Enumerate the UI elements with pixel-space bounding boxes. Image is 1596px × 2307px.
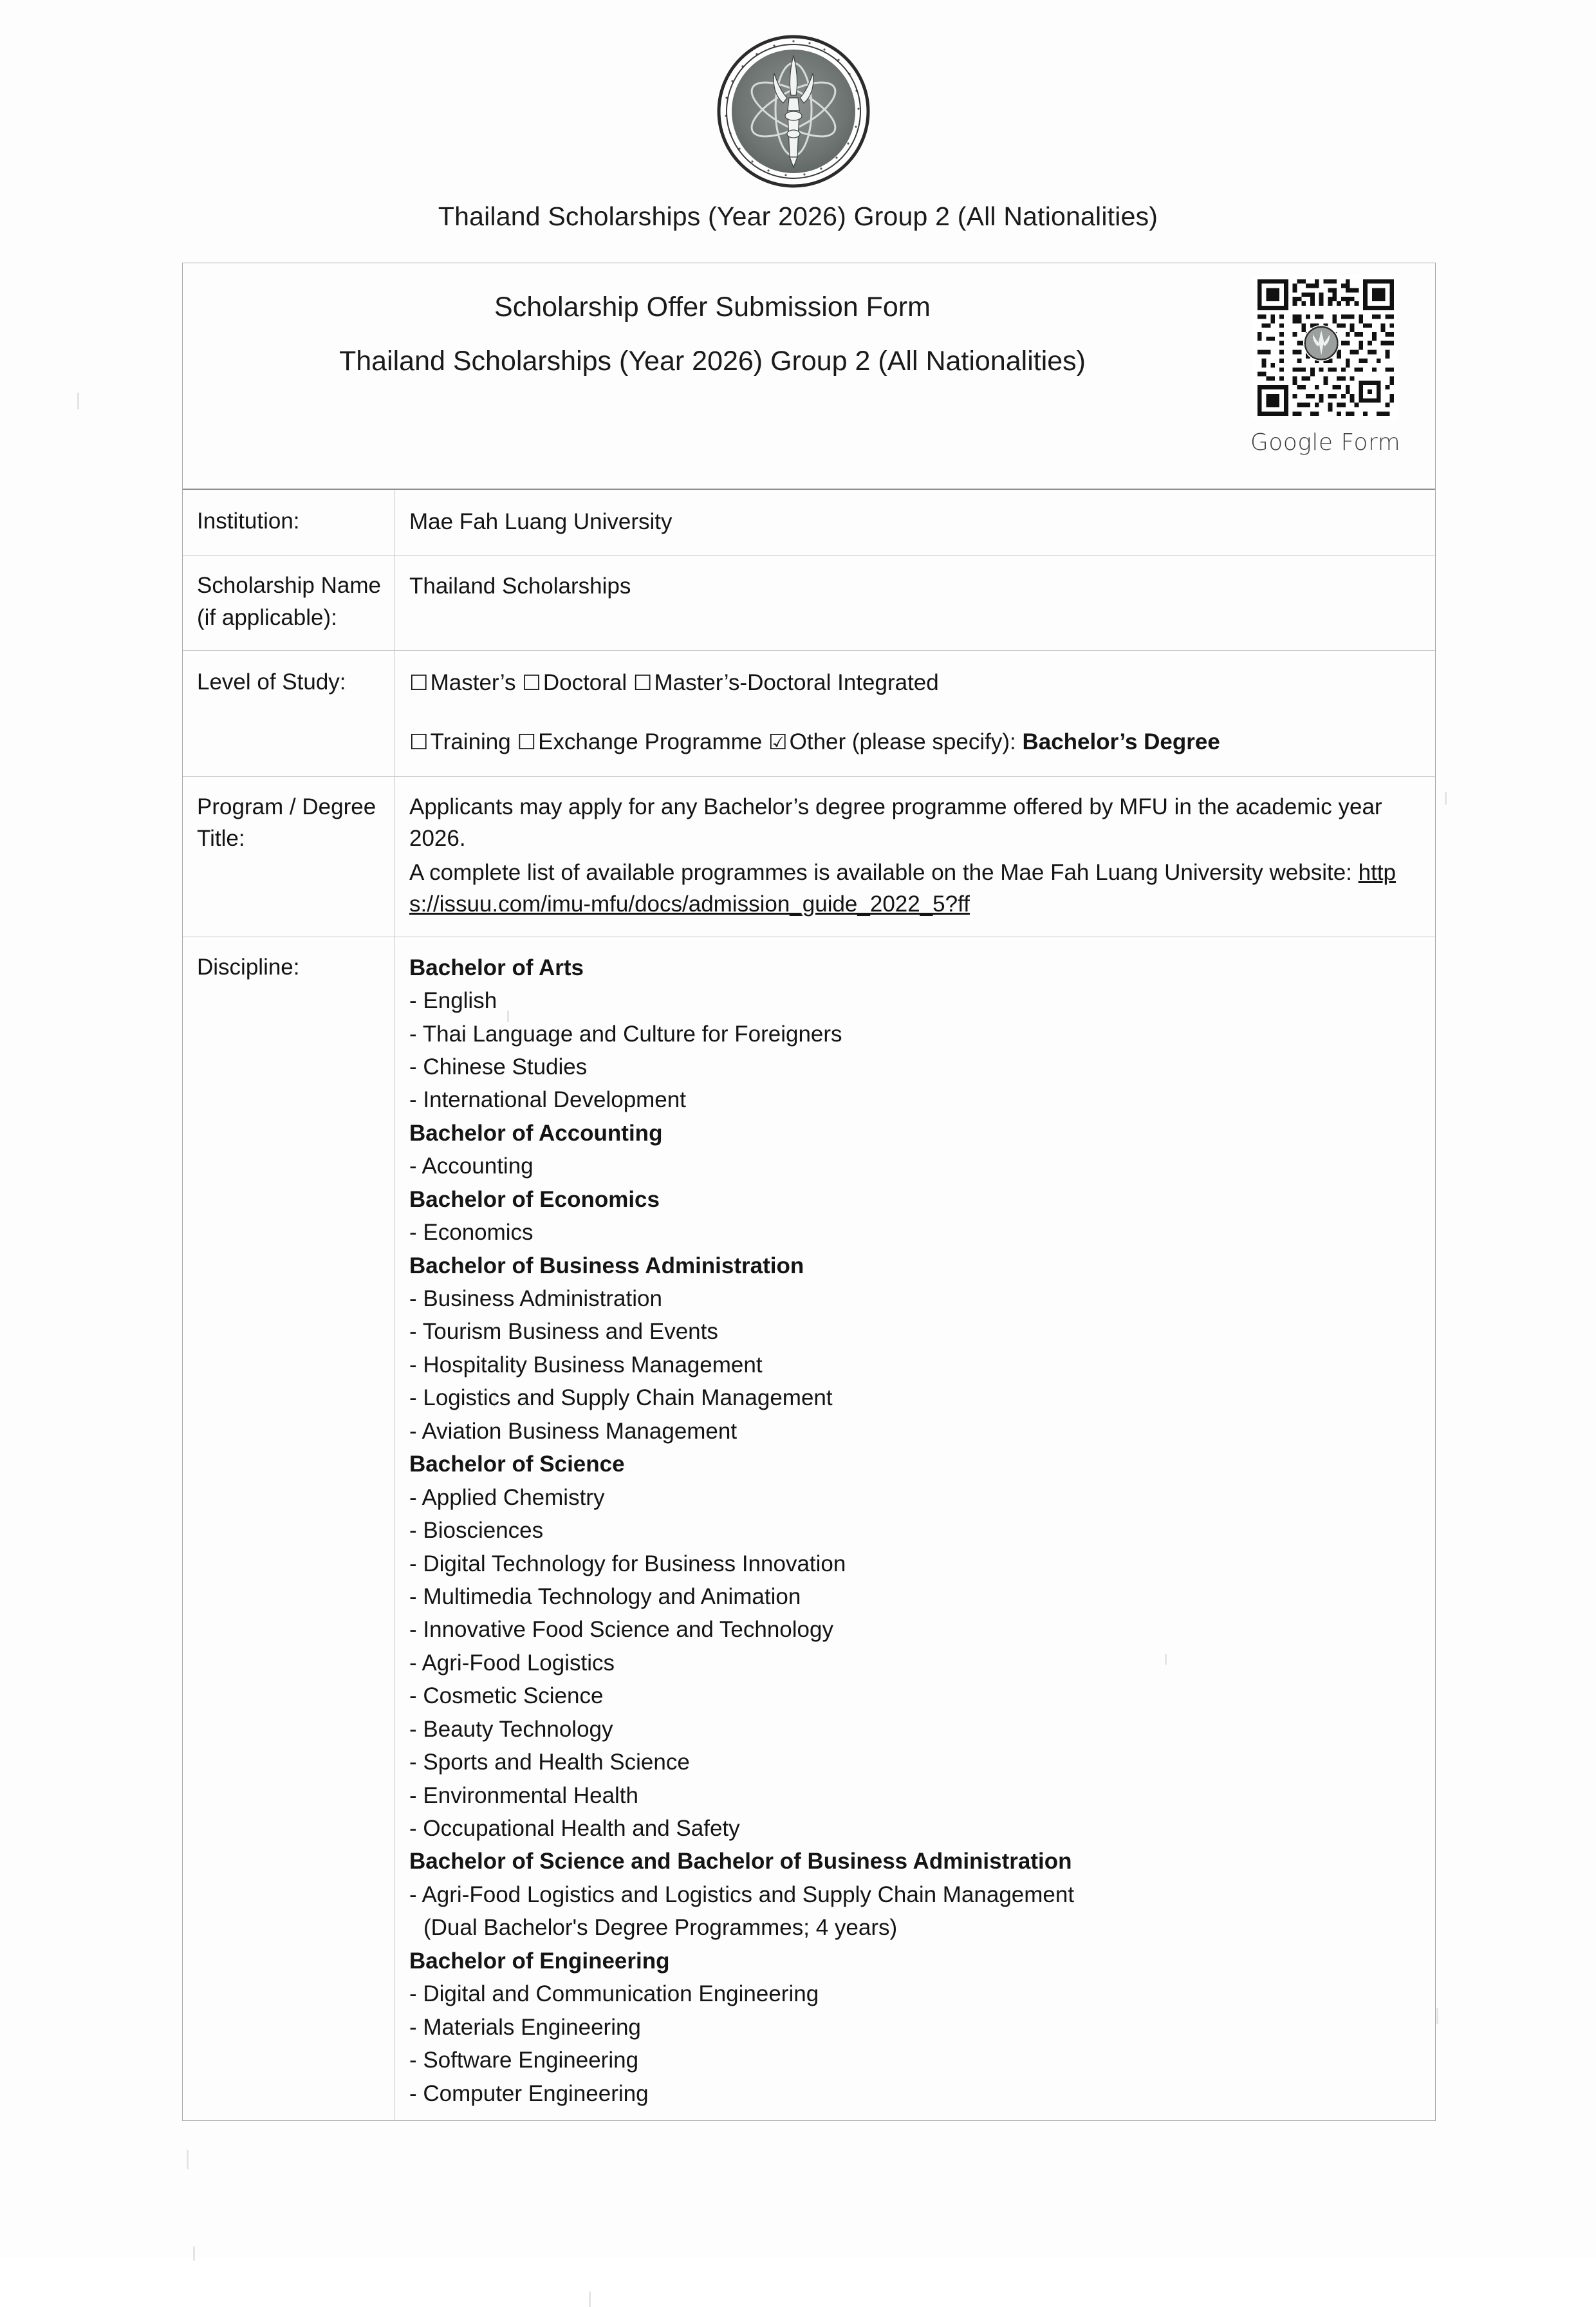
scan-artifact xyxy=(1445,792,1447,805)
checkbox-other-checked[interactable]: ☑ xyxy=(768,729,788,754)
checkbox-label-doctoral: Doctoral xyxy=(543,670,627,696)
discipline-list-item: - Chinese Studies xyxy=(409,1054,588,1079)
qr-code-caption: Google Form xyxy=(1250,429,1401,456)
discipline-list-item: - Accounting xyxy=(409,1154,534,1179)
checkbox-label-other: Other (please specify): xyxy=(789,729,1016,754)
checkbox-label-masters-doctoral-integrated: Master’s-Doctoral Integrated xyxy=(654,670,939,696)
discipline-group-heading: Bachelor of Engineering xyxy=(409,1948,670,1974)
form-title: Scholarship Offer Submission Form xyxy=(494,292,931,322)
discipline-list-item: - Innovative Food Science and Technology xyxy=(409,1617,833,1643)
checkbox-training[interactable]: ☐ xyxy=(409,729,429,754)
form-header xyxy=(183,263,1435,490)
discipline-list-item: - Thai Language and Culture for Foreigners xyxy=(409,1021,842,1047)
discipline-list-item: - Occupational Health and Safety xyxy=(409,1816,740,1842)
scholarship-name-value: Thailand Scholarships xyxy=(409,574,631,599)
discipline-list-item: - Agri-Food Logistics xyxy=(409,1650,615,1676)
scan-artifact xyxy=(589,2292,591,2307)
scholarship-name-label: Scholarship Name (if applicable): xyxy=(183,556,395,650)
discipline-group-heading: Bachelor of Business Administration xyxy=(409,1253,804,1278)
scan-artifact xyxy=(187,2150,189,2169)
checkbox-doctoral[interactable]: ☐ xyxy=(522,670,541,696)
discipline-list-item: - Logistics and Supply Chain Management xyxy=(409,1385,833,1411)
checkbox-label-training: Training xyxy=(430,729,511,754)
discipline-group-heading: Bachelor of Arts xyxy=(409,955,584,980)
discipline-list-item: - International Development xyxy=(409,1087,686,1113)
qr-code-icon[interactable] xyxy=(1253,275,1398,420)
table-row xyxy=(183,556,1435,651)
discipline-list-item: - Materials Engineering xyxy=(409,2014,641,2040)
program-degree-title-label: Program / Degree Title: xyxy=(183,777,395,937)
level-options-line-1 xyxy=(409,666,1416,699)
scholarship-offer-form-table xyxy=(182,263,1436,2121)
checkbox-masters[interactable]: ☐ xyxy=(409,670,429,696)
program-paragraph-2 xyxy=(409,857,1416,920)
discipline-list-item: - Sports and Health Science xyxy=(409,1750,690,1775)
institution-label: Institution: xyxy=(183,490,395,555)
discipline-list-item: - Software Engineering xyxy=(409,2048,639,2073)
discipline-list-item: - Beauty Technology xyxy=(409,1716,613,1742)
discipline-list-item: - Digital and Communication Engineering xyxy=(409,1981,819,2007)
discipline-list-item: - Cosmetic Science xyxy=(409,1683,604,1709)
discipline-group-heading: Bachelor of Science and Bachelor of Business Administration xyxy=(409,1849,1072,1874)
scan-artifact xyxy=(1436,2008,1438,2024)
program-degree-title-value xyxy=(395,777,1435,937)
discipline-value xyxy=(395,937,1435,2120)
discipline-list-item: - Tourism Business and Events xyxy=(409,1319,718,1345)
discipline-list-item: - Environmental Health xyxy=(409,1782,638,1808)
level-options-line-2 xyxy=(409,725,1416,758)
discipline-group-heading: Bachelor of Accounting xyxy=(409,1120,663,1146)
discipline-list-item: (Dual Bachelor's Degree Programmes; 4 years) xyxy=(423,1915,898,1941)
discipline-group-heading: Bachelor of Economics xyxy=(409,1186,660,1212)
form-program-title: Thailand Scholarships (Year 2026) Group 2 (All Nationalities) xyxy=(339,346,1086,377)
scan-artifact xyxy=(193,2246,195,2261)
discipline-list-item: - Hospitality Business Management xyxy=(409,1352,763,1378)
page-title: Thailand Scholarships (Year 2026) Group 2 (All Nationalities) xyxy=(438,201,1158,231)
scan-artifact xyxy=(77,393,79,409)
table-row xyxy=(183,651,1435,776)
discipline-list-item: - Computer Engineering xyxy=(409,2080,649,2106)
discipline-list-item: - Agri-Food Logistics and Logistics and Supply Chain Management xyxy=(409,1882,1075,1907)
discipline-list-item: - Biosciences xyxy=(409,1518,544,1544)
discipline-group-heading: Bachelor of Science xyxy=(409,1452,625,1477)
program-paragraph-1: Applicants may apply for any Bachelor’s degree programme offered by MFU in the academic year 2026. xyxy=(409,794,1382,851)
discipline-list-item: - Business Administration xyxy=(409,1286,662,1312)
discipline-list-item: - English xyxy=(409,988,497,1014)
qr-code-block[interactable] xyxy=(1240,275,1411,456)
ministry-emblem-icon xyxy=(713,31,874,192)
discipline-list-item: - Digital Technology for Business Innovation xyxy=(409,1551,846,1576)
program-paragraph-2-text: A complete list of available programmes is available on the Mae Fah Luang University website: xyxy=(409,859,1359,885)
table-row xyxy=(183,937,1435,2120)
discipline-list-item: - Economics xyxy=(409,1220,534,1246)
checkbox-label-exchange-programme: Exchange Programme xyxy=(538,729,763,754)
institution-value: Mae Fah Luang University xyxy=(409,509,673,534)
discipline-list-item: - Aviation Business Management xyxy=(409,1418,738,1444)
discipline-list-item: - Multimedia Technology and Animation xyxy=(409,1583,801,1609)
other-specify-value: Bachelor’s Degree xyxy=(1022,729,1220,754)
level-of-study-value xyxy=(395,651,1435,776)
admission-guide-link[interactable]: https://issuu.com/imu-mfu/docs/admission_guide_2022_5?ff xyxy=(409,859,1396,917)
discipline-list-item: - Applied Chemistry xyxy=(409,1484,605,1510)
table-row xyxy=(183,777,1435,937)
discipline-list xyxy=(409,951,1416,2110)
checkbox-label-masters: Master’s xyxy=(430,670,516,696)
level-of-study-label: Level of Study: xyxy=(183,651,395,776)
table-row xyxy=(183,490,1435,556)
checkbox-masters-doctoral-integrated[interactable]: ☐ xyxy=(633,670,653,696)
checkbox-exchange-programme[interactable]: ☐ xyxy=(517,729,537,754)
discipline-label: Discipline: xyxy=(183,937,395,2120)
